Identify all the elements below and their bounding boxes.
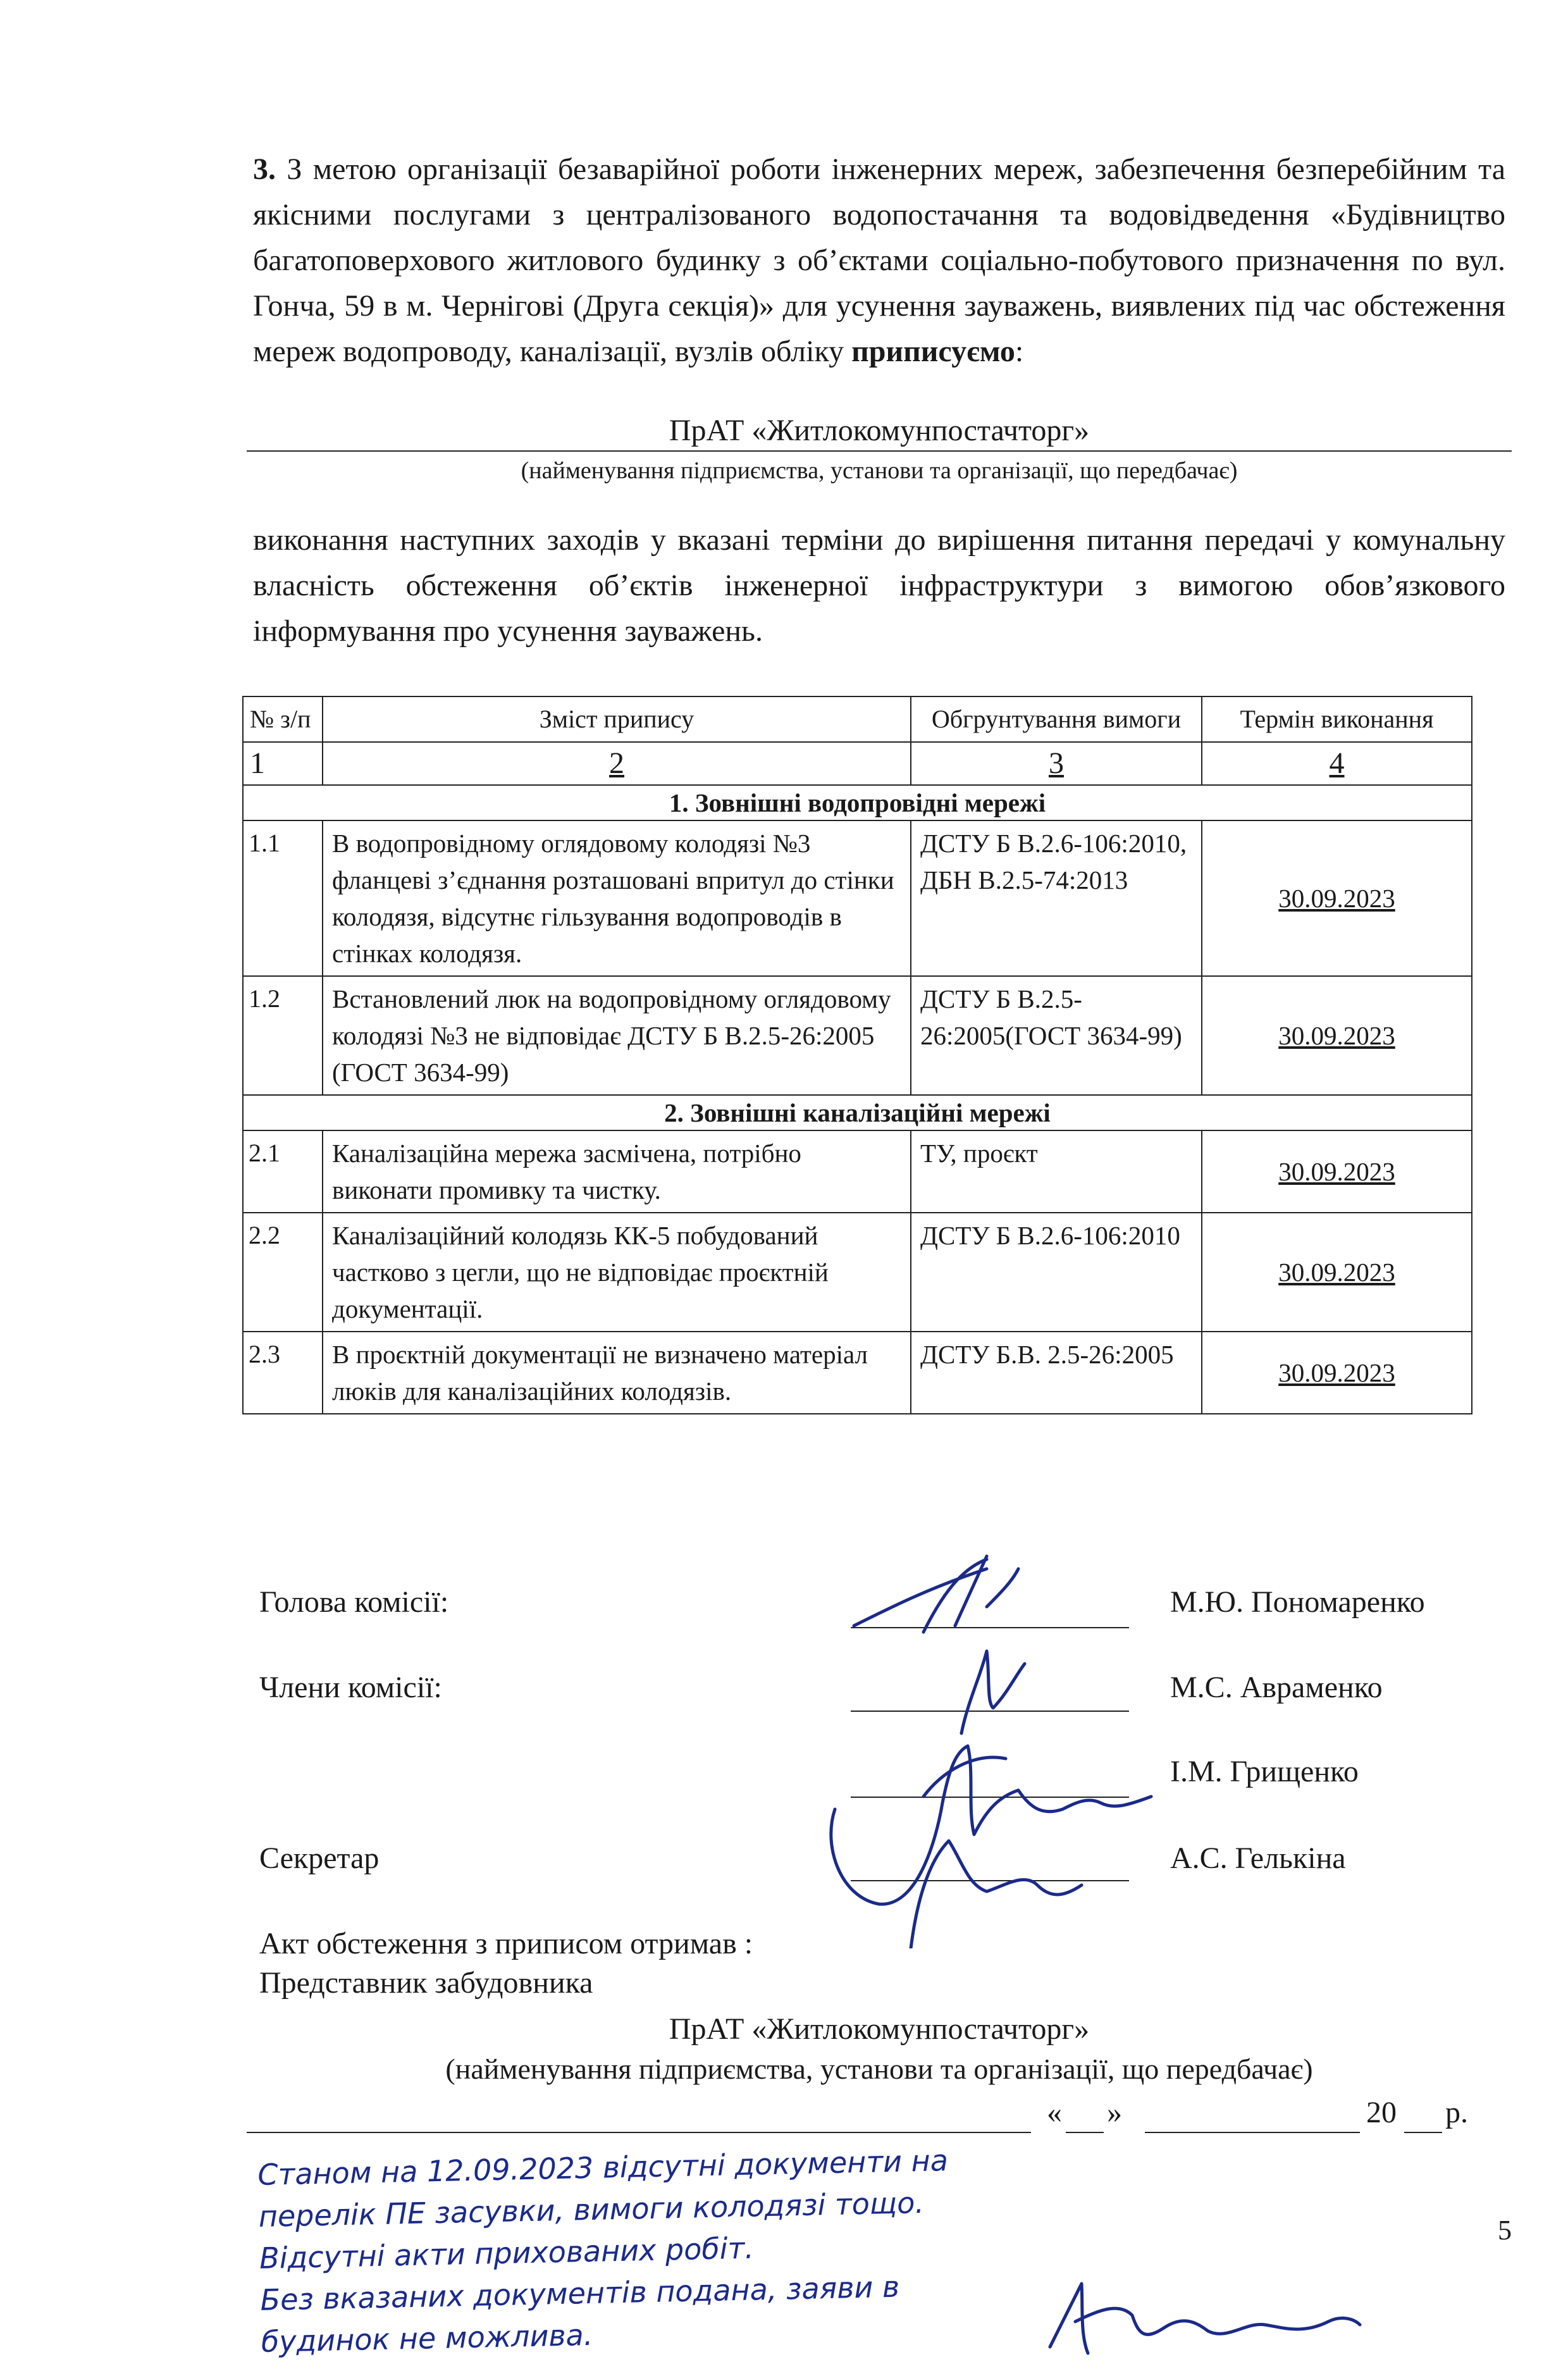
secretary-name: А.С. Гелькіна (1170, 1841, 1346, 1875)
row-term: 30.09.2023 (1202, 1213, 1472, 1332)
member2-name: І.М. Грищенко (1170, 1755, 1359, 1788)
header-term: Термін виконання (1202, 696, 1472, 742)
row-text: Каналізаційний колодязь КК-5 побудований частково з цегли, що не відповідає проєктній документації. (323, 1213, 911, 1332)
row-text: Встановлений люк на водопровідному оглядовому колодязі №3 не відповідає ДСТУ Б В.2.5-26:2005 (ГОСТ 3634-99) (323, 976, 911, 1095)
signature-scribbles (797, 1544, 1189, 1948)
row-basis: ТУ, проєкт (911, 1130, 1202, 1213)
receipt-caption: (найменування підприємства, установи та організації, що передбачає) (445, 2053, 1313, 2085)
table-row (243, 1213, 1472, 1332)
paragraph-intro (253, 147, 1505, 374)
paragraph-end: : (1015, 335, 1024, 368)
year-suffix: р. (1445, 2096, 1468, 2129)
receipt-line2: Представник забудовника (259, 1966, 593, 2000)
row-number: 2.3 (243, 1332, 323, 1414)
organization-caption: (найменування підприємства, установи та організації, що передбачає) (521, 457, 1238, 484)
row-basis: ДСТУ Б В.2.6-106:2010, ДБН В.2.5-74:2013 (911, 820, 1202, 976)
note-signature (1037, 2271, 1366, 2366)
chair-name: М.Ю. Пономаренко (1170, 1585, 1425, 1619)
row-number: 1.2 (243, 976, 323, 1095)
index-cell: 3 (911, 742, 1202, 785)
header-basis: Обгрунтування вимоги (911, 696, 1202, 742)
table-row (243, 976, 1472, 1095)
table-row (243, 1332, 1472, 1414)
member1-name: М.С. Авраменко (1170, 1671, 1383, 1704)
note-line: перелік ПЕ засувки, вимоги колодязі тощо. (258, 2185, 925, 2234)
row-text: В водопровідному оглядовому колодязі №3 фланцеві з’єднання розташовані впритул до стінки колодязя, відсутнє гільзування водопроводів в стінках колодязя. (323, 820, 911, 976)
row-number: 2.2 (243, 1213, 323, 1332)
section-title: 1. Зовнішні водопровідні мережі (243, 785, 1472, 820)
row-text: Каналізаційна мережа засмічена, потрібно виконати промивку та чистку. (323, 1130, 911, 1213)
row-text: В проєктній документації не визначено матеріал люків для каналізаційних колодязів. (323, 1332, 911, 1414)
note-line: Без вказаних документів подана, заяви в (260, 2269, 900, 2317)
receipt-sign-line (247, 2132, 1031, 2133)
paragraph-measures: виконання наступних заходів у вказані терміни до вирішення питання передачі у комунальну власність обстеження об’єктів інженерної інфраструктури з вимогою обов’язкового інформування про усунення зауважень. (253, 523, 1505, 648)
section-title: 2. Зовнішні каналізаційні мережі (243, 1095, 1472, 1130)
secretary-label: Секретар (259, 1841, 380, 1875)
row-term: 30.09.2023 (1202, 1332, 1472, 1414)
note-line: будинок не можлива. (261, 2317, 593, 2359)
chair-label: Голова комісії: (259, 1585, 449, 1619)
receipt-line1: Акт обстеження з приписом отримав : (259, 1927, 753, 1960)
table-header-row (243, 696, 1472, 742)
section-row (243, 785, 1472, 820)
table-index-row (243, 742, 1472, 785)
section-row (243, 1095, 1472, 1130)
row-term: 30.09.2023 (1202, 820, 1472, 976)
date-close-quote: » (1107, 2096, 1122, 2129)
note-line: Станом на 12.09.2023 відсутні документи на (257, 2143, 949, 2192)
row-term: 30.09.2023 (1202, 1130, 1472, 1213)
row-basis: ДСТУ Б.В. 2.5-26:2005 (911, 1332, 1202, 1414)
index-cell: 1 (243, 742, 323, 785)
year-prefix: 20 (1366, 2096, 1397, 2129)
table-row (243, 1130, 1472, 1213)
paragraph-text: З метою організації безаварійної роботи інженерних мереж, забезпечення безперебійним та якісними послугами з централізованого водопостачання та водовідведення «Будівництво багатоповерхового житлового будинку з об’єктами соціально-побутового призначення по вул. Гонча, 59 в м. Чернігові (Друга секція)» для усунення зауважень, виявлених під час обстеження мереж водопроводу, каналізації, вузлів обліку (253, 152, 1506, 368)
header-content: Зміст припису (323, 696, 911, 742)
row-basis: ДСТУ Б В.2.6-106:2010 (911, 1213, 1202, 1332)
table-row (243, 820, 1472, 976)
paragraph-number: 3. (253, 152, 276, 186)
row-number: 2.1 (243, 1130, 323, 1213)
receipt-org: ПрАТ «Житлокомунпостачторг» (669, 2012, 1090, 2046)
organization-name: ПрАТ «Житлокомунпостачторг» (247, 411, 1512, 452)
header-number: № з/п (243, 696, 323, 742)
day-line (1066, 2132, 1104, 2133)
page-number: 5 (1498, 2215, 1512, 2246)
index-cell: 4 (1202, 742, 1472, 785)
row-term: 30.09.2023 (1202, 976, 1472, 1095)
row-number: 1.1 (243, 820, 323, 976)
index-cell: 2 (323, 742, 911, 785)
row-basis: ДСТУ Б В.2.5-26:2005(ГОСТ 3634-99) (911, 976, 1202, 1095)
date-open-quote: « (1047, 2096, 1062, 2129)
members-label: Члени комісії: (259, 1671, 442, 1704)
paragraph-emphasis: приписуємо (851, 335, 1015, 368)
receipt-date-line (247, 2095, 1512, 2133)
note-line: Відсутні акти прихованих робіт. (259, 2231, 755, 2275)
prescription-table (242, 696, 1472, 1414)
